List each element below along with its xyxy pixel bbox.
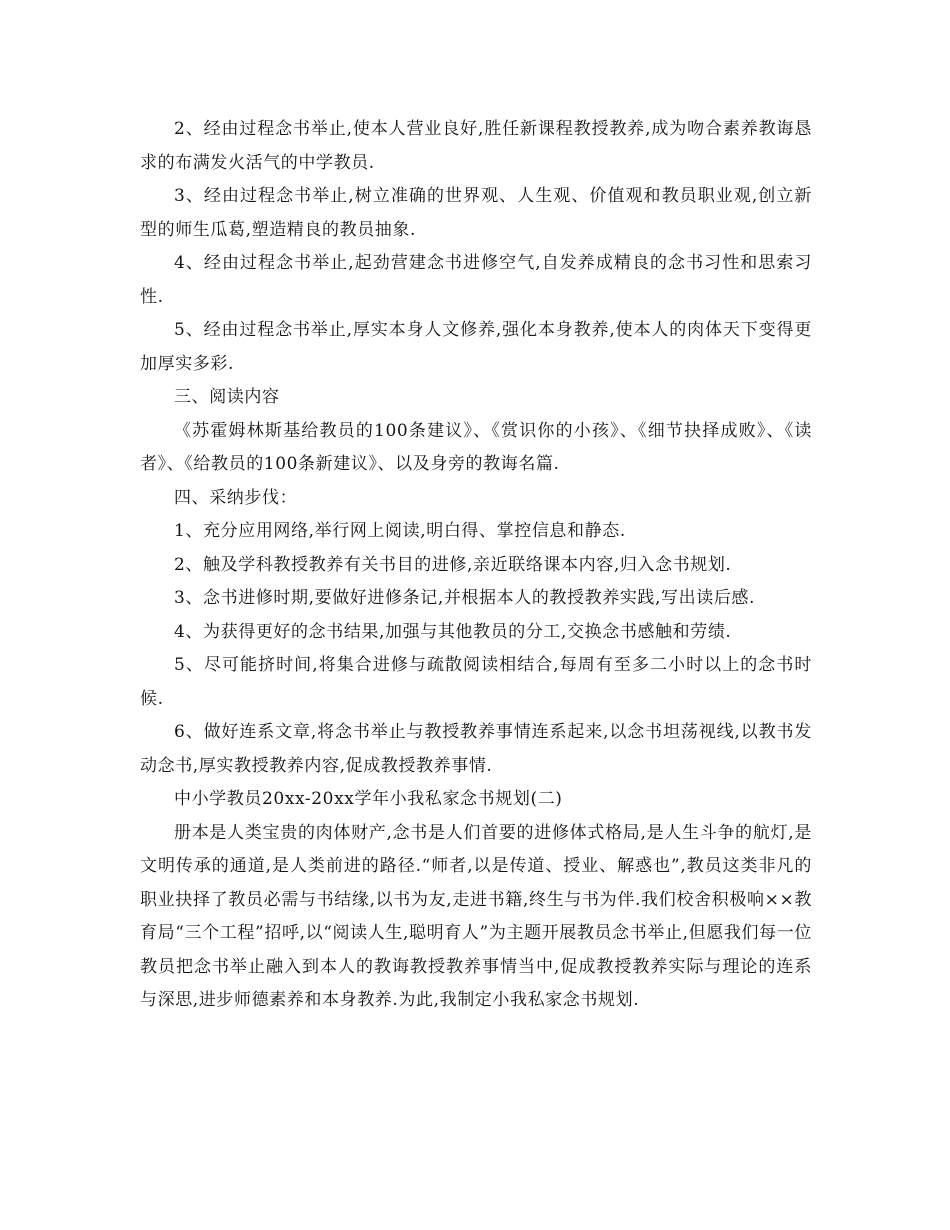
paragraph-goal-2: 2、经由过程念书举止,使本人营业良好,胜任新课程教授教养,成为吻合素养教诲恳求的布满发火活气的中学教员.: [140, 119, 812, 173]
paragraph-measure-1: 1、充分应用网络,举行网上阅读,明白得、掌控信息和静态.: [174, 521, 626, 541]
paragraph-measure-6: 6、做好连系文章,将念书举止与教授教养事情连系起来,以念书坦荡视线,以教书发动念书,厚实教授教养内容,促成教授教养事情.: [140, 722, 812, 776]
paragraph-goal-5: 5、经由过程念书举止,厚实本身人文修养,强化本身教养,使本人的肉体天下变得更加厚实多彩.: [140, 320, 812, 374]
paragraph-measure-2: 2、触及学科教授教养有关书目的进修,亲近联络课本内容,归入念书规划.: [174, 554, 732, 575]
section-heading-measures: 四、采纳步伐：: [174, 487, 298, 508]
paragraph-goal-3: 3、经由过程念书举止,树立准确的世界观、人生观、价值观和教员职业观,创立新型的师生瓜葛,塑造精良的教员抽象.: [140, 186, 812, 240]
paragraph-measure-5: 5、尽可能挤时间,将集合进修与疏散阅读相结合,每周有至多二小时以上的念书时候.: [140, 655, 812, 709]
paragraph-book-list: 《苏霍姆林斯基给教员的100条建议》、《赏识你的小孩》、《细节抉择成败》、《读者》、《给教员的100条新建议》、以及身旁的教诲名篇.: [140, 420, 812, 474]
section-heading-reading-content: 三、阅读内容: [174, 387, 280, 407]
paragraph-measure-3: 3、念书进修时期,要做好进修条记,并根据本人的教授教养实践,写出读后感.: [174, 588, 756, 608]
paragraph-intro: 册本是人类宝贵的肉体财产,念书是人们首要的进修体式格局,是人生斗争的航灯,是文明传承的通道,是人类前进的路径.“师者,以是传道、授业、解惑也”,教员这类非凡的职业抉择了教员必需与书结缘,以书为友,走进书籍,终生与书为伴.我们校舍积极响××教育局“三个工程”招呼,以“阅读人生,聪明育人”为主题开展教员念书举止,但愿我们每一位教员把念书举止融入到本人的教诲教授教养事情当中,促成教授教养实际与理论的连系与深思,进步师德素养和本身教养.为此,我制定小我私家念书规划.: [140, 822, 812, 1010]
paragraph-measure-4: 4、为获得更好的念书结果,加强与其他教员的分工,交换念书感触和劳绩.: [174, 621, 732, 642]
document-subtitle: 中小学教员20xx-20xx学年小我私家念书规划(二): [174, 789, 563, 809]
paragraph-goal-4: 4、经由过程念书举止,起劲营建念书进修空气,自发养成精良的念书习性和思索习性.: [140, 253, 812, 307]
